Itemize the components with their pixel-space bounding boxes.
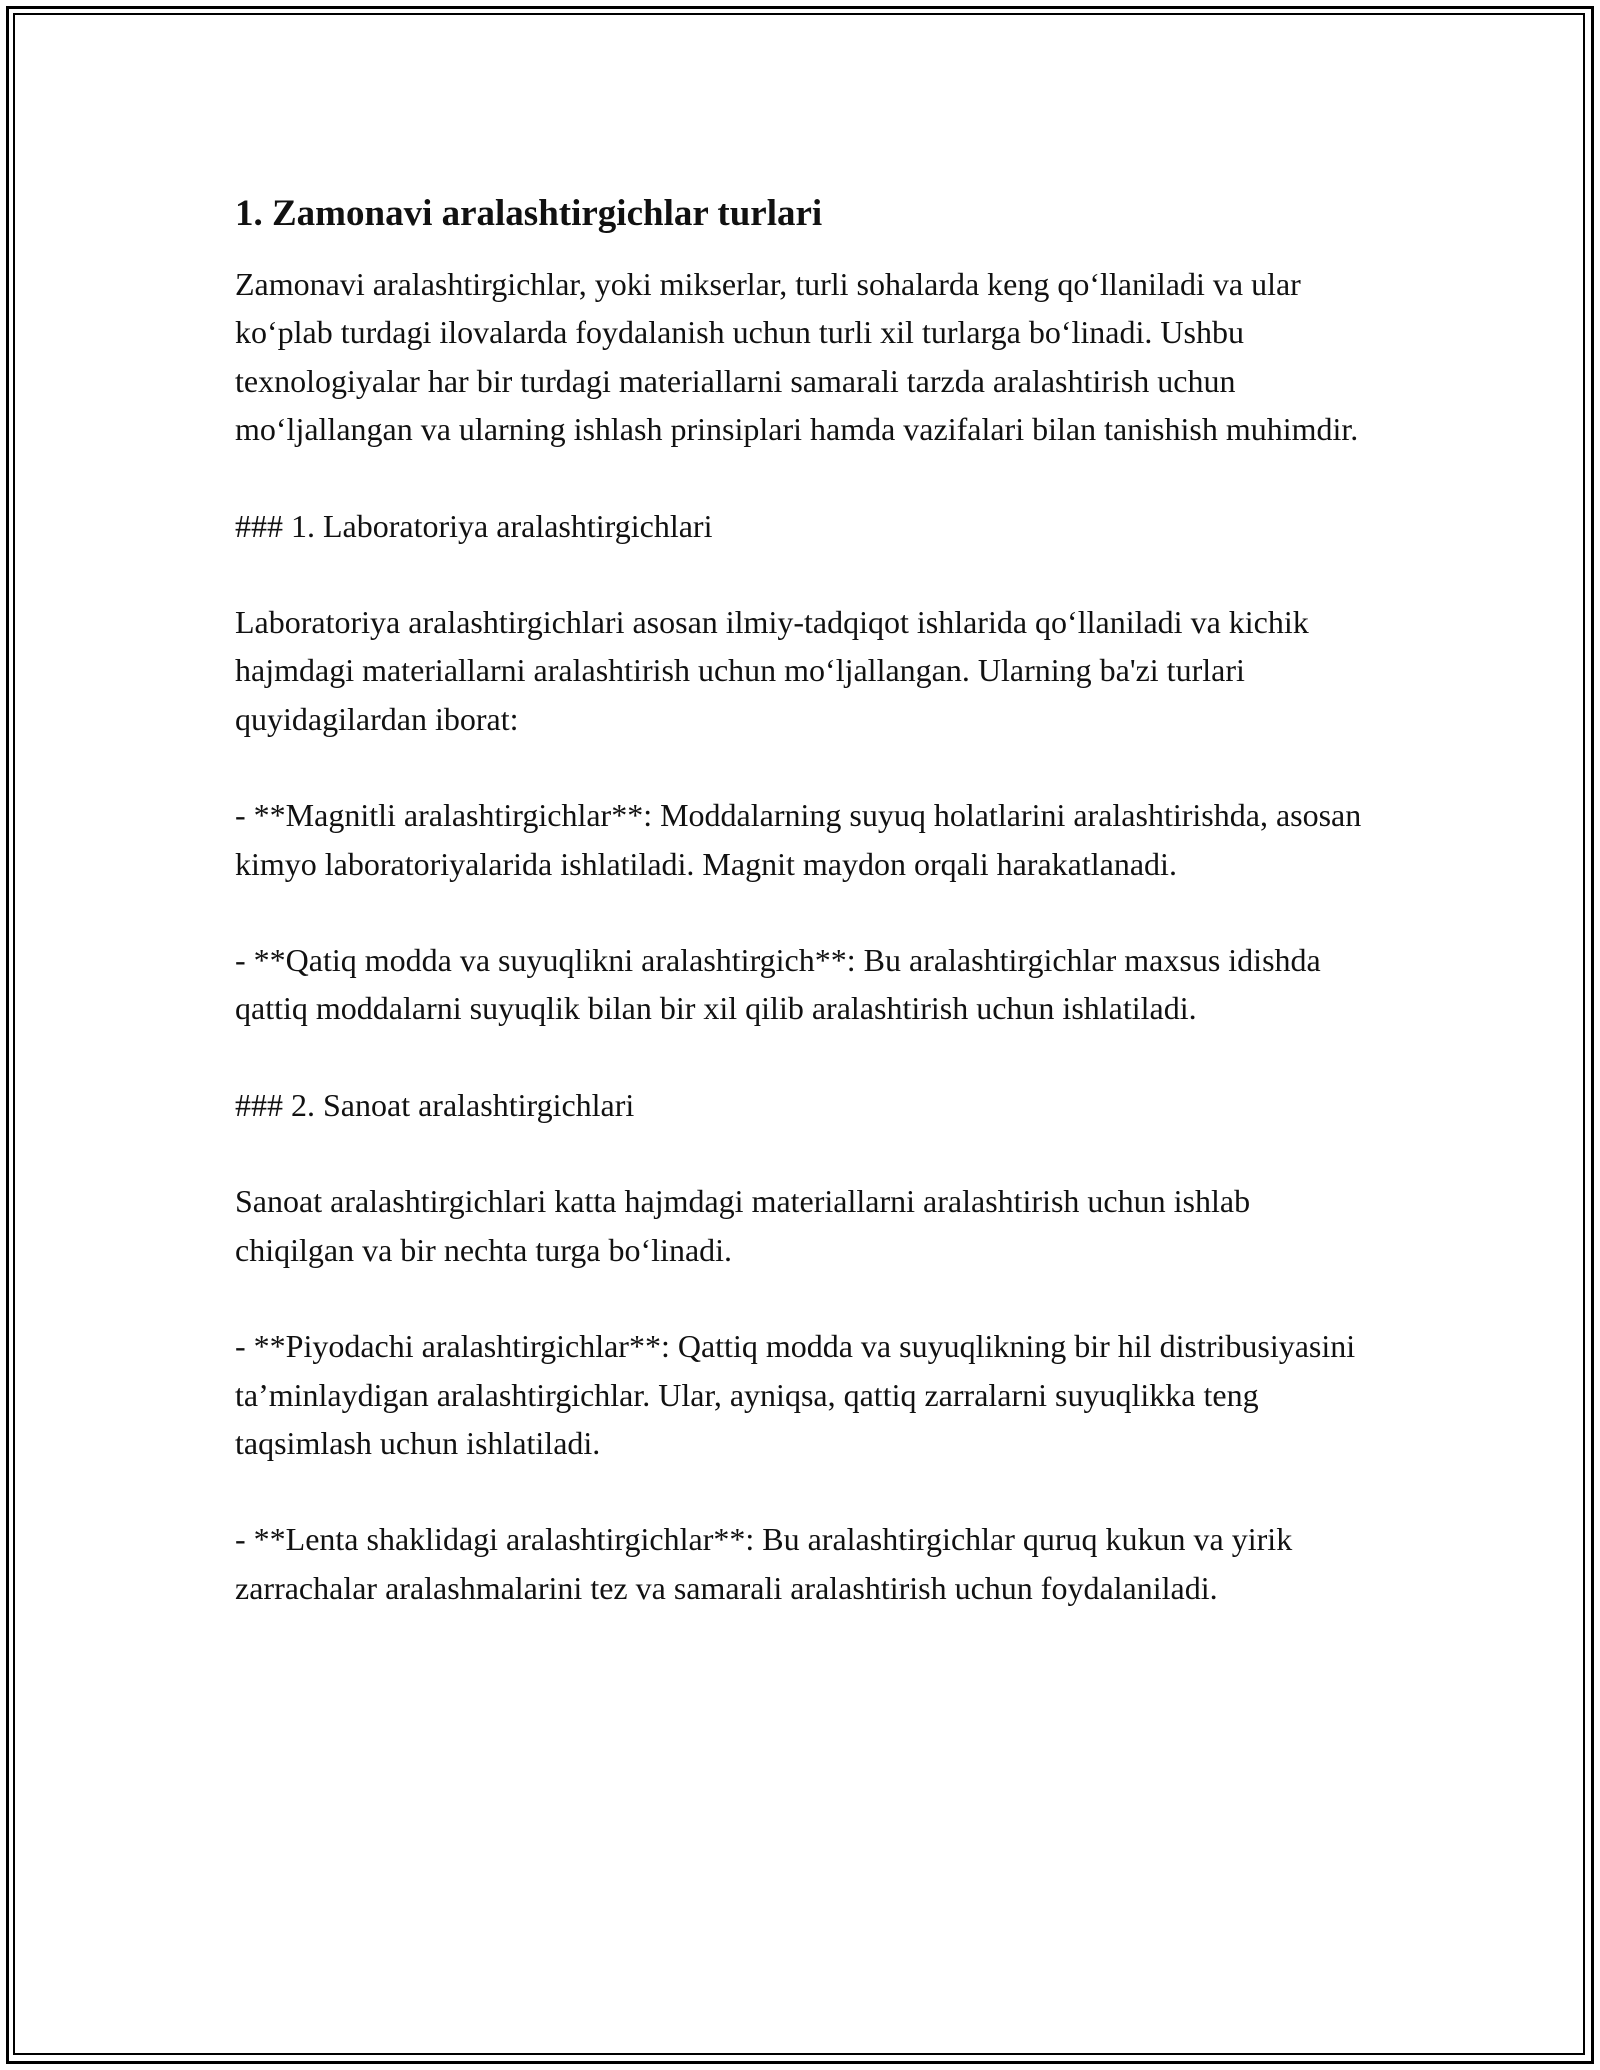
document-title: 1. Zamonavi aralashtirgichlar turlari <box>235 193 823 234</box>
list-item-ribbon-mixers: - **Lenta shaklidagi aralashtirgichlar**: Bu aralashtirgichlar quruq kukun va yirik zarrachalar aralashmalarini tez va samarali aralashtirish uchun foydalaniladi. <box>235 1521 1293 1606</box>
list-item-solid-liquid-mixer: - **Qatiq modda va suyuqlikni aralashtirgich**: Bu aralashtirgichlar maxsus idishda qattiq moddalarni suyuqlik bilan bir xil qilib aralashtirish uchun ishlatiladi. <box>235 942 1321 1027</box>
list-item-paddle-mixers: - **Piyodachi aralashtirgichlar**: Qattiq modda va suyuqlikning bir hil distribusiyasini ta’minlaydigan aralashtirgichlar. Ular, ayniqsa, qattiq zarralarni suyuqlikka teng taqsimlash uchun ishlatiladi. <box>235 1328 1356 1461</box>
industrial-paragraph: Sanoat aralashtirgichlari katta hajmdagi materiallarni aralashtirish uchun ishlab chiqilgan va bir nechta turga bo‘linadi. <box>235 1183 1251 1268</box>
section-heading-laboratory: ### 1. Laboratoriya aralashtirgichlari <box>235 507 713 544</box>
laboratory-paragraph: Laboratoriya aralashtirgichlari asosan ilmiy-tadqiqot ishlarida qo‘llaniladi va kichik hajmdagi materiallarni aralashtirish uchun mo‘ljallangan. Ularning ba'zi turlari quyidagilardan iborat: <box>235 604 1309 737</box>
document-body <box>235 186 1375 1660</box>
list-item-magnetic-mixers: - **Magnitli aralashtirgichlar**: Moddalarning suyuq holatlarini aralashtirishda, asosan kimyo laboratoriyalarida ishlatiladi. Magnit maydon orqali harakatlanadi. <box>235 797 1362 882</box>
section-heading-industrial: ### 2. Sanoat aralashtirgichlari <box>235 1086 635 1123</box>
intro-paragraph: Zamonavi aralashtirgichlar, yoki mikserlar, turli sohalarda keng qo‘llaniladi va ular ko‘plab turdagi ilovalarda foydalanish uchun turli xil turlarga bo‘linadi. Ushbu texnologiyalar har bir turdagi materiallarni samarali tarzda aralashtirish uchun mo‘ljallangan va ularning ishlash prinsiplari hamda vazifalari bilan tanishish muhimdir. <box>235 266 1359 448</box>
